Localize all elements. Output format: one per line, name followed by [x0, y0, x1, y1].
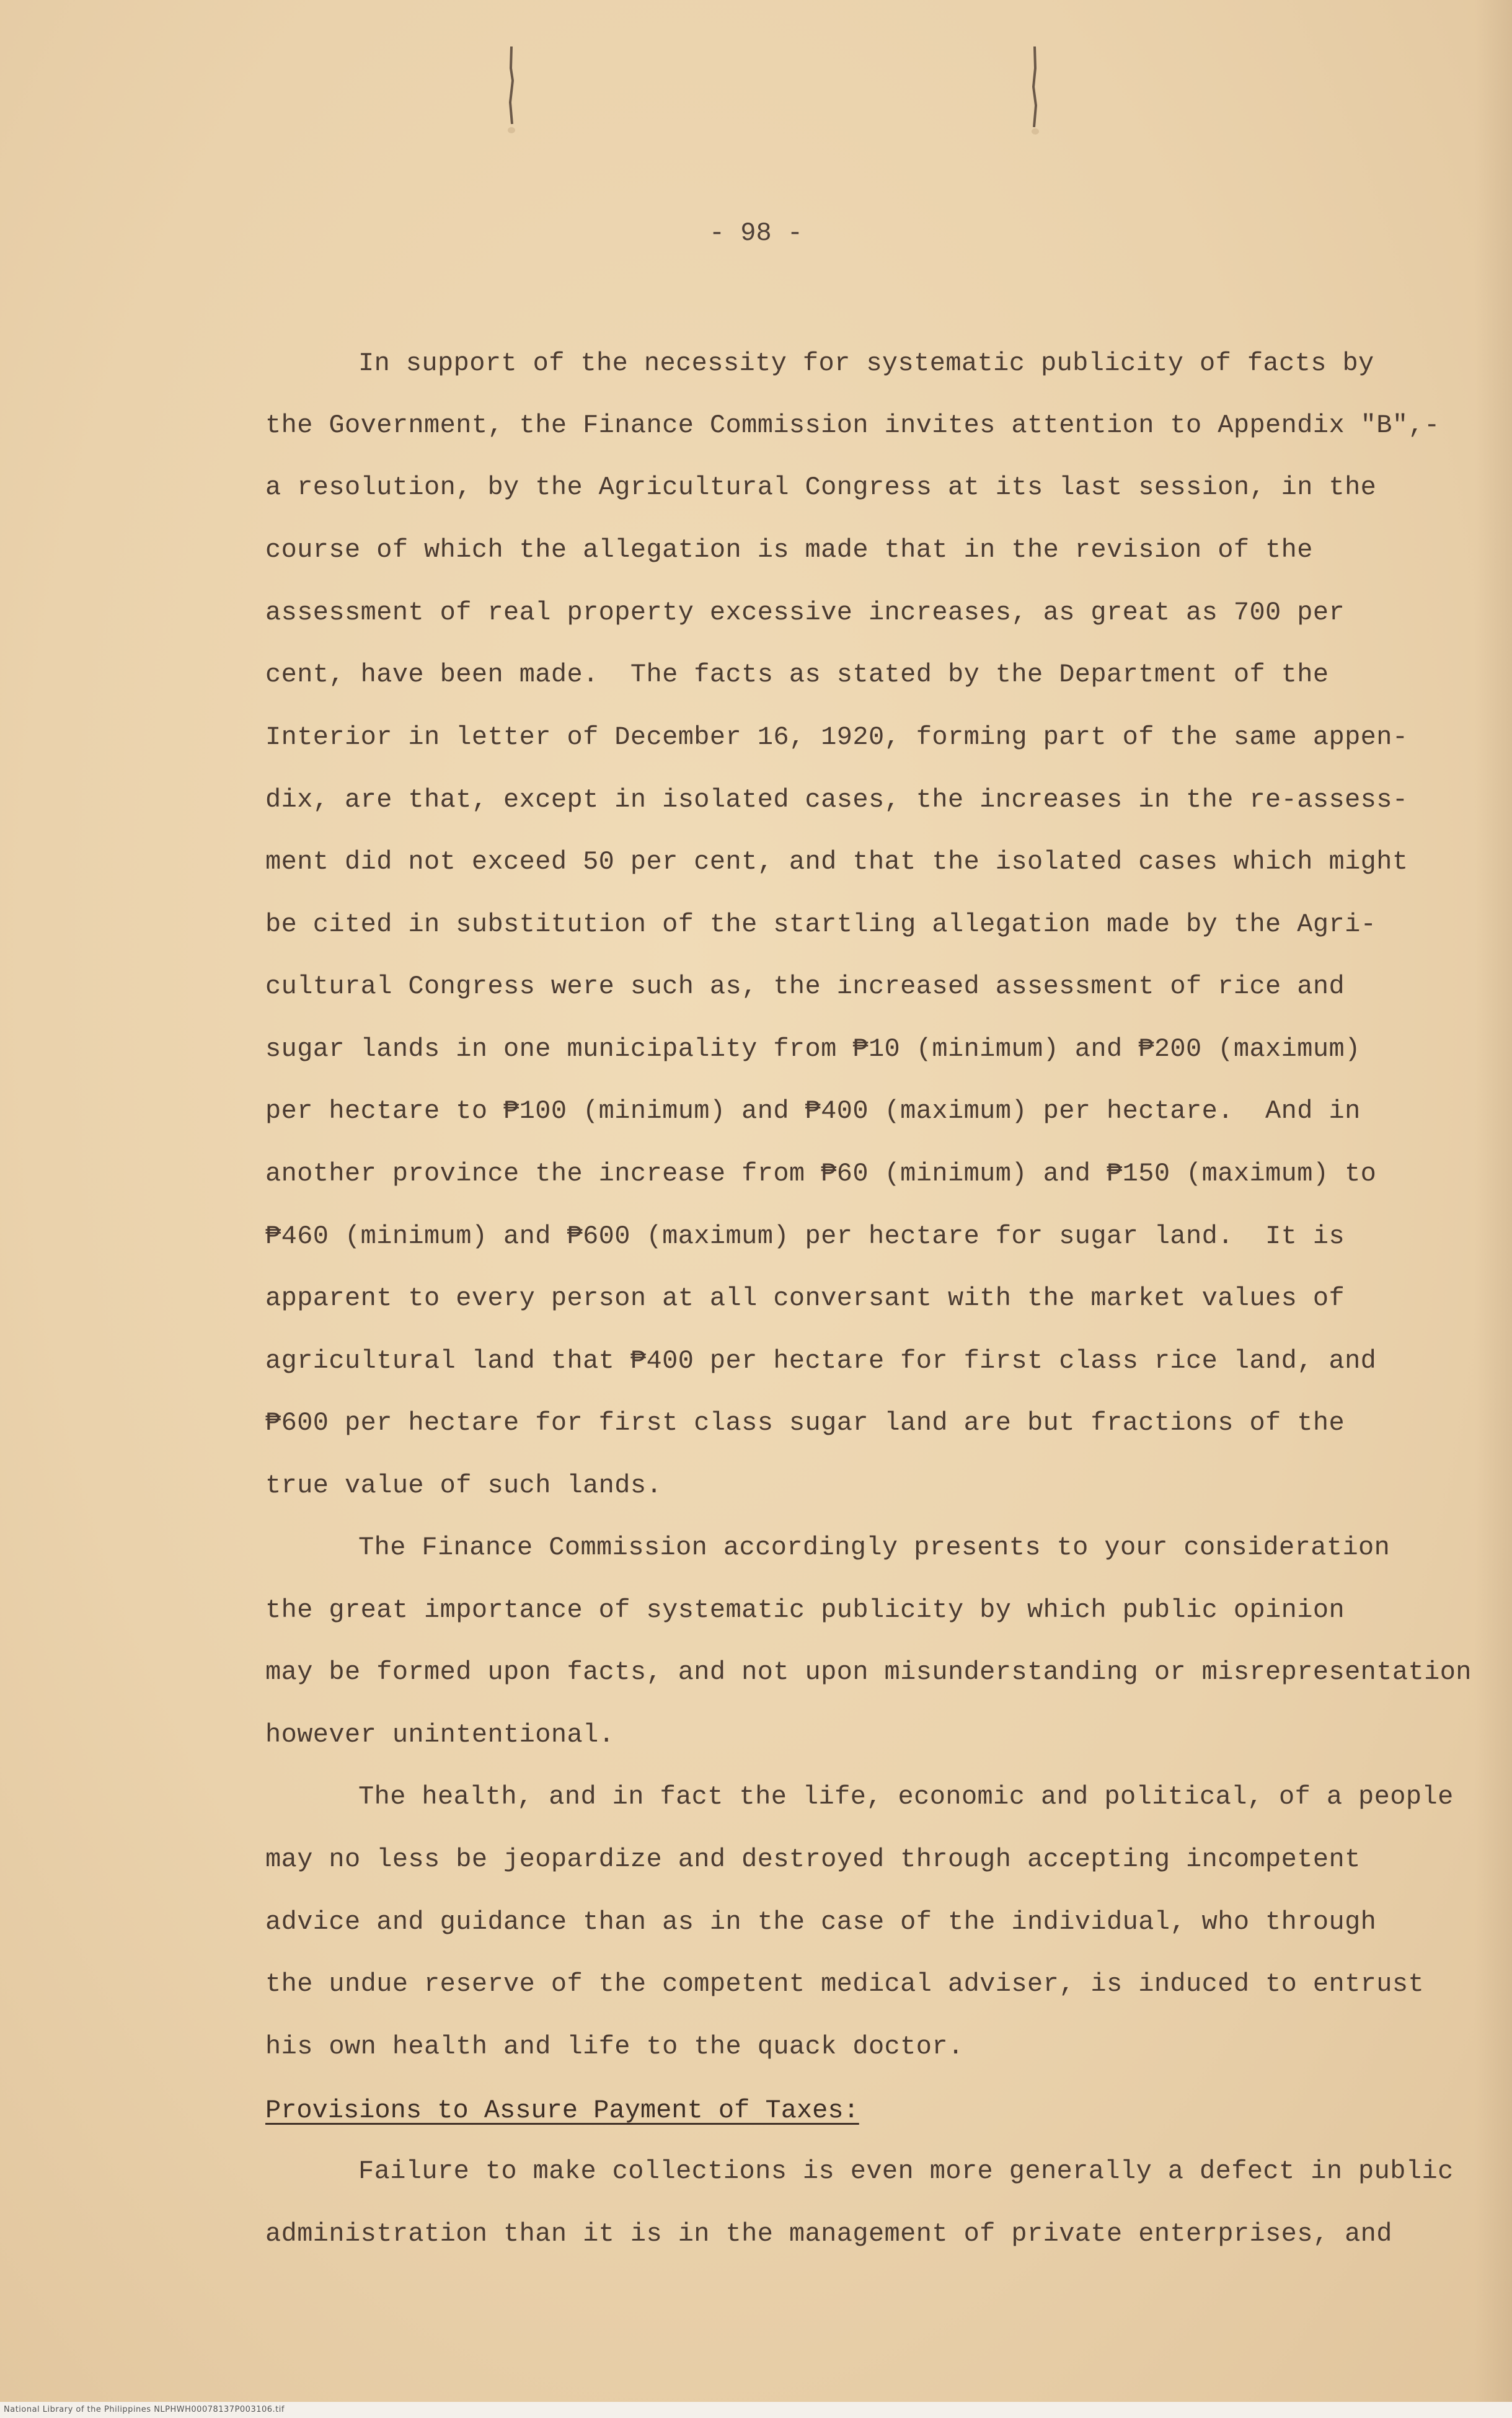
- paragraph-1-line-5: assessment of real property excessive increases, as great as 700 per: [265, 598, 1345, 627]
- paragraph-4-line-1: Failure to make collections is even more generally a defect in public: [358, 2156, 1454, 2186]
- paragraph-4-line-2: administration than it is in the management of private enterprises, and: [265, 2219, 1392, 2249]
- paragraph-2-line-4: however unintentional.: [265, 1720, 615, 1750]
- paragraph-1-line-15: ₱460 (minimum) and ₱600 (maximum) per hectare for sugar land. It is: [265, 1221, 1345, 1251]
- paragraph-1-line-14: another province the increase from ₱60 (minimum) and ₱150 (maximum) to: [265, 1159, 1377, 1189]
- paragraph-2-line-2: the great importance of systematic publicity by which public opinion: [265, 1595, 1345, 1625]
- paragraph-1-line-1: In support of the necessity for systematic publicity of facts by: [358, 348, 1374, 378]
- paragraph-3-line-4: the undue reserve of the competent medical adviser, is induced to entrust: [265, 1969, 1425, 1999]
- paragraph-1-line-4: course of which the allegation is made that in the revision of the: [265, 535, 1313, 565]
- paragraph-1-line-10: be cited in substitution of the startling allegation made by the Agri-: [265, 910, 1377, 939]
- staple-hole-left: [507, 43, 516, 136]
- page-number: - 98 -: [709, 218, 803, 248]
- paragraph-3-line-5: his own health and life to the quack doctor.: [265, 2032, 964, 2062]
- paragraph-2-line-3: may be formed upon facts, and not upon misunderstanding or misrepresentation: [265, 1657, 1472, 1687]
- archive-footer: National Library of the Philippines NLPHWH00078137P003106.tif: [4, 2405, 285, 2414]
- paragraph-3-line-1: The health, and in fact the life, economic and political, of a people: [358, 1782, 1454, 1812]
- paragraph-1-line-19: true value of such lands.: [265, 1471, 663, 1500]
- paragraph-2-line-1: The Finance Commission accordingly presents to your consideration: [358, 1533, 1390, 1562]
- page-edge-shadow: [1475, 0, 1512, 2418]
- paragraph-1-line-9: ment did not exceed 50 per cent, and that the isolated cases which might: [265, 847, 1408, 877]
- paragraph-1-line-16: apparent to every person at all conversant with the market values of: [265, 1283, 1345, 1313]
- paragraph-3-line-2: may no less be jeopardize and destroyed through accepting incompetent: [265, 1844, 1361, 1874]
- paragraph-1-line-13: per hectare to ₱100 (minimum) and ₱400 (maximum) per hectare. And in: [265, 1096, 1361, 1126]
- paragraph-1-line-18: ₱600 per hectare for first class sugar land are but fractions of the: [265, 1408, 1345, 1438]
- paragraph-1-line-6: cent, have been made. The facts as stated by the Department of the: [265, 660, 1329, 689]
- paragraph-1-line-12: sugar lands in one municipality from ₱10 (minimum) and ₱200 (maximum): [265, 1034, 1361, 1064]
- paragraph-1-line-11: cultural Congress were such as, the increased assessment of rice and: [265, 972, 1345, 1001]
- paragraph-1-line-2: the Government, the Finance Commission invites attention to Appendix "B",-: [265, 410, 1440, 440]
- paragraph-1-line-8: dix, are that, except in isolated cases, the increases in the re-assess-: [265, 785, 1408, 815]
- paragraph-1-line-3: a resolution, by the Agricultural Congress at its last session, in the: [265, 472, 1377, 502]
- staple-hole-right: [1030, 43, 1039, 136]
- paragraph-1-line-7: Interior in letter of December 16, 1920, forming part of the same appen-: [265, 722, 1408, 752]
- paragraph-1-line-17: agricultural land that ₱400 per hectare for first class rice land, and: [265, 1346, 1377, 1376]
- section-heading: Provisions to Assure Payment of Taxes:: [265, 2096, 859, 2125]
- paragraph-3-line-3: advice and guidance than as in the case of the individual, who through: [265, 1907, 1377, 1937]
